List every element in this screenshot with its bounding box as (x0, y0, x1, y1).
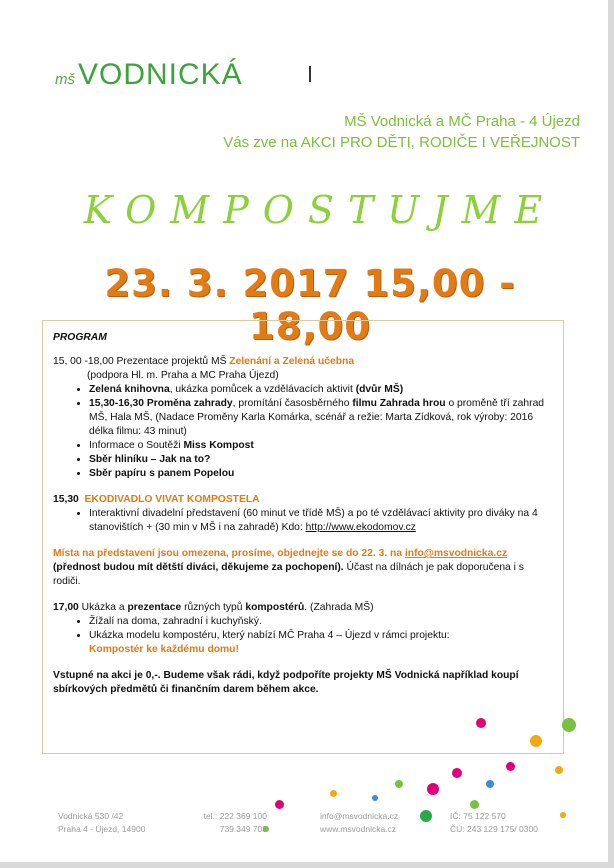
program-box (42, 320, 564, 754)
list-item: • Interaktivní divadelní představení (60 minut ve třídě MŠ) a po té vzdělávací aktivity pro diváky na 4 stanovištích + (30 min v MŠ i na zahradě) Kdo: http://www.ekodomov.cz (89, 507, 553, 535)
list-item: • Sběr hliníku – Jak na to? (89, 453, 553, 467)
list-item: • Žížalí na doma, zahradní i kuchyňský. (89, 615, 553, 629)
decor-dot (372, 795, 378, 801)
footer-contact (320, 810, 398, 836)
list-item: • Ukázka modelu kompostéru, který nabízí MČ Praha 4 – Újezd v rámci projektu: Kompostér ke každému domu! (89, 629, 553, 657)
block1-support: (podpora Hl. m. Praha a MC Praha Újezd) (87, 370, 279, 381)
decor-dot (275, 800, 284, 809)
project-name: Kompostér ke každému domu! (89, 644, 239, 655)
decor-dot (562, 718, 576, 732)
list-item: • Sběr papíru s panem Popelou (89, 467, 553, 481)
email-link[interactable]: info@msvodnicka.cz (404, 548, 508, 559)
decor-dot (530, 735, 542, 747)
closing-note: Vstupné na akci je 0,-. Budeme však rádi, když podpoříte projekty MŠ Vodnická například koupí sbírkových předmětů či finančním darem během akce. (53, 670, 519, 695)
decor-dot (560, 812, 566, 818)
block3-time: 17,00 (53, 602, 79, 613)
footer-address: Vodnická 530 /42 Praha 4 - Újezd, 14900 (58, 811, 146, 834)
header-organizers: MŠ Vodnická a MČ Praha - 4 Újezd (344, 113, 580, 130)
decor-dot (476, 718, 486, 728)
logo-name: VODNICKÁ (78, 58, 243, 91)
decor-dot (452, 768, 462, 778)
footer-ids: IČ: 75 122 570 ČÚ: 243 129 175/ 0300 (450, 811, 538, 834)
block2-time: 15,30 (53, 494, 79, 505)
list-item: • Zelená knihovna, ukázka pomůcek a vzdělávacích aktivit (dvůr MŠ) (89, 383, 553, 397)
block1-line (53, 355, 553, 369)
list-item: • 15,30-16,30 Proměna zahrady, promítání časosběrného filmu Zahrada hrou o proměně tří zahrad MŠ, Hala MŠ, (Nadace Proměny Karla Komárka, scénář a režie: Marta Zídková, rok výroby: 2016 délka filmu: 43 minut) (89, 397, 553, 439)
block1-time: 15, 00 -18,00 (53, 356, 114, 367)
header-invitation: Vás zve na AKCI PRO DĚTI, RODIČE I VEŘEJNOST (223, 134, 580, 151)
footer-phone: tel.: 222 369 100 739 349 708 (203, 811, 267, 834)
ekodomov-link[interactable]: http://www.ekodomov.cz (305, 522, 416, 533)
decor-dot (506, 762, 515, 771)
block3-list (53, 615, 553, 657)
decor-dot (395, 780, 403, 788)
list-item: • Informace o Soutěži Miss Kompost (89, 439, 553, 453)
decor-dot (555, 766, 563, 774)
notice: Místa na představení jsou omezena, prosíme, objednejte se do 22. 3. na info@msvodnicka.cz (přednost budou mít dětští diváci, děkujeme za pochopení). Účast na dílnách je pak doporučena i s rodiči. (53, 548, 524, 587)
event-datetime: 23. 3. 2017 15,00 - 18,00 (104, 262, 516, 348)
block3-line: 17,00 Ukázka a prezentace různých typů kompostérů. (Zahrada MŠ) (53, 602, 374, 613)
logo-prefix: mš (55, 71, 75, 88)
decor-dot (330, 790, 337, 797)
footer-web[interactable]: www.msvodnicka.cz (320, 824, 397, 834)
block1-list (53, 383, 553, 481)
block2-title: EKODIVADLO VIVAT KOMPOSTELA (84, 494, 260, 505)
block1-text: Prezentace projektů MŠ (113, 356, 230, 367)
decor-dot (486, 780, 494, 788)
event-title: KOMPOSTUJME (83, 188, 557, 232)
decor-dot (420, 810, 432, 822)
logo-divider (309, 66, 311, 82)
decor-dot (427, 783, 439, 795)
logo (55, 58, 243, 92)
block1-projects: Zelenání a Zelená učebna (229, 356, 355, 367)
block2-list (53, 507, 553, 535)
footer-email[interactable]: info@msvodnicka.cz (320, 811, 399, 821)
decor-dot (470, 800, 479, 809)
block2-line (53, 493, 553, 507)
program-heading: PROGRAM (53, 332, 107, 343)
